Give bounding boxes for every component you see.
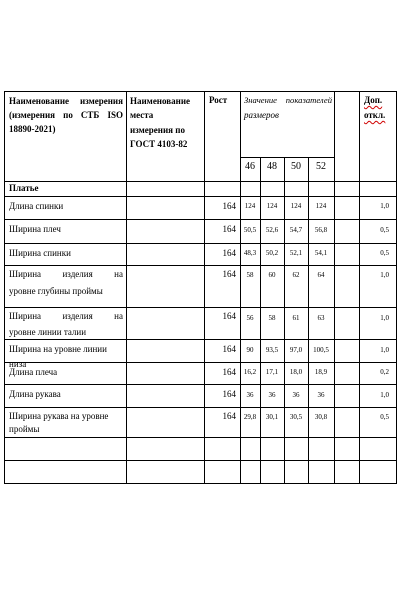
header-tolerance-line2: откл. [364, 110, 386, 120]
row-value: 56 [246, 314, 254, 322]
row-value: 58 [268, 314, 276, 322]
row-tolerance: 0,5 [380, 249, 389, 257]
row-value: 61 [292, 314, 300, 322]
row-value: 30,5 [289, 413, 303, 421]
row-value: 50,5 [243, 226, 257, 234]
section-title: Платье [9, 183, 39, 193]
row-name: Ширина изделия на [9, 311, 123, 321]
table-rule [4, 91, 397, 92]
row-tolerance: 1,0 [380, 271, 389, 279]
row-value: 36 [268, 391, 276, 399]
header-place-line2: измерения по ГОСТ 4103-82 [130, 125, 188, 149]
row-value: 90 [246, 346, 254, 354]
row-value: 52,6 [265, 226, 279, 234]
row-value: 60 [268, 271, 276, 279]
header-place-line1: Наименование места [130, 96, 190, 120]
table-rule [4, 243, 397, 244]
row-value: 30,8 [314, 413, 328, 421]
row-value: 124 [290, 202, 302, 210]
row-value: 56,8 [314, 226, 328, 234]
row-name: Ширина рукава на уровне [9, 411, 109, 421]
row-name: Ширина спинки [9, 248, 71, 258]
row-height: 164 [222, 367, 236, 377]
row-height: 164 [222, 224, 236, 234]
row-value: 62 [292, 271, 300, 279]
table-rule [4, 460, 397, 461]
row-value: 29,8 [243, 413, 257, 421]
row-value: 63 [317, 314, 325, 322]
row-tolerance: 0,2 [380, 368, 389, 376]
row-value: 36 [246, 391, 254, 399]
header-height: Рост [209, 95, 228, 105]
row-name: Длина плеча [9, 367, 58, 377]
row-tolerance: 0,5 [380, 413, 389, 421]
row-height: 164 [222, 248, 236, 258]
table-rule [4, 407, 397, 408]
row-value: 54,7 [289, 226, 303, 234]
table-rule [4, 384, 397, 385]
table-rule [4, 219, 397, 220]
row-name: Ширина на уровне линии [9, 344, 107, 354]
row-height: 164 [222, 389, 236, 399]
table-rule [4, 265, 397, 266]
row-name: Длина рукава [9, 389, 61, 399]
row-value: 17,1 [265, 368, 279, 376]
row-height: 164 [222, 201, 236, 211]
row-tolerance: 1,0 [380, 391, 389, 399]
row-value: 36 [292, 391, 300, 399]
table-rule [4, 483, 397, 484]
table-rule [4, 437, 397, 438]
row-name: Ширина плеч [9, 224, 61, 234]
table-rule [359, 91, 360, 484]
header-measurement-name: Наименование измерения (измерения по СТБ ISO 18890-2021) [9, 96, 123, 134]
row-value: 50,2 [265, 249, 279, 257]
row-tolerance: 1,0 [380, 346, 389, 354]
table-rule [4, 362, 397, 363]
row-name: Ширина изделия на [9, 269, 123, 279]
row-name: уровне глубины проймы [9, 286, 103, 296]
table-rule [334, 91, 335, 484]
table-rule [4, 91, 5, 484]
table-rule [240, 157, 334, 158]
row-value: 16,2 [243, 368, 257, 376]
row-height: 164 [222, 311, 236, 321]
size-number: 50 [291, 161, 301, 172]
row-value: 100,5 [313, 346, 329, 354]
size-number: 52 [316, 161, 326, 172]
row-name: низа [9, 359, 27, 369]
table-rule [204, 91, 205, 484]
row-value: 36 [317, 391, 325, 399]
row-name: уровне линии талии [9, 327, 87, 337]
table-rule [4, 339, 397, 340]
table-rule [126, 91, 127, 484]
row-value: 18,9 [314, 368, 328, 376]
row-value: 18,0 [289, 368, 303, 376]
table-rule [4, 196, 397, 197]
size-number: 46 [245, 161, 255, 172]
row-value: 97,0 [289, 346, 303, 354]
row-value: 48,3 [243, 249, 257, 257]
row-tolerance: 0,5 [380, 226, 389, 234]
row-value: 93,5 [265, 346, 279, 354]
measurement-table [4, 91, 397, 484]
row-value: 124 [244, 202, 256, 210]
row-height: 164 [222, 411, 236, 421]
row-height: 164 [222, 269, 236, 279]
row-tolerance: 1,0 [380, 202, 389, 210]
size-number: 48 [267, 161, 277, 172]
row-name: Длина спинки [9, 201, 64, 211]
row-height: 164 [222, 344, 236, 354]
header-values-line1: Значение показателей [244, 95, 332, 105]
header-values-line2: размеров [244, 110, 279, 120]
row-value: 52,1 [289, 249, 303, 257]
row-name: проймы [9, 424, 40, 434]
table-rule [4, 181, 397, 182]
row-value: 30,1 [265, 413, 279, 421]
row-value: 58 [246, 271, 254, 279]
table-rule [396, 91, 397, 484]
row-value: 124 [266, 202, 278, 210]
table-rule [240, 91, 241, 484]
row-tolerance: 1,0 [380, 314, 389, 322]
row-value: 64 [317, 271, 325, 279]
header-tolerance-line1: Доп. [364, 95, 383, 105]
row-value: 124 [315, 202, 327, 210]
table-rule [4, 307, 397, 308]
row-value: 54,1 [314, 249, 328, 257]
